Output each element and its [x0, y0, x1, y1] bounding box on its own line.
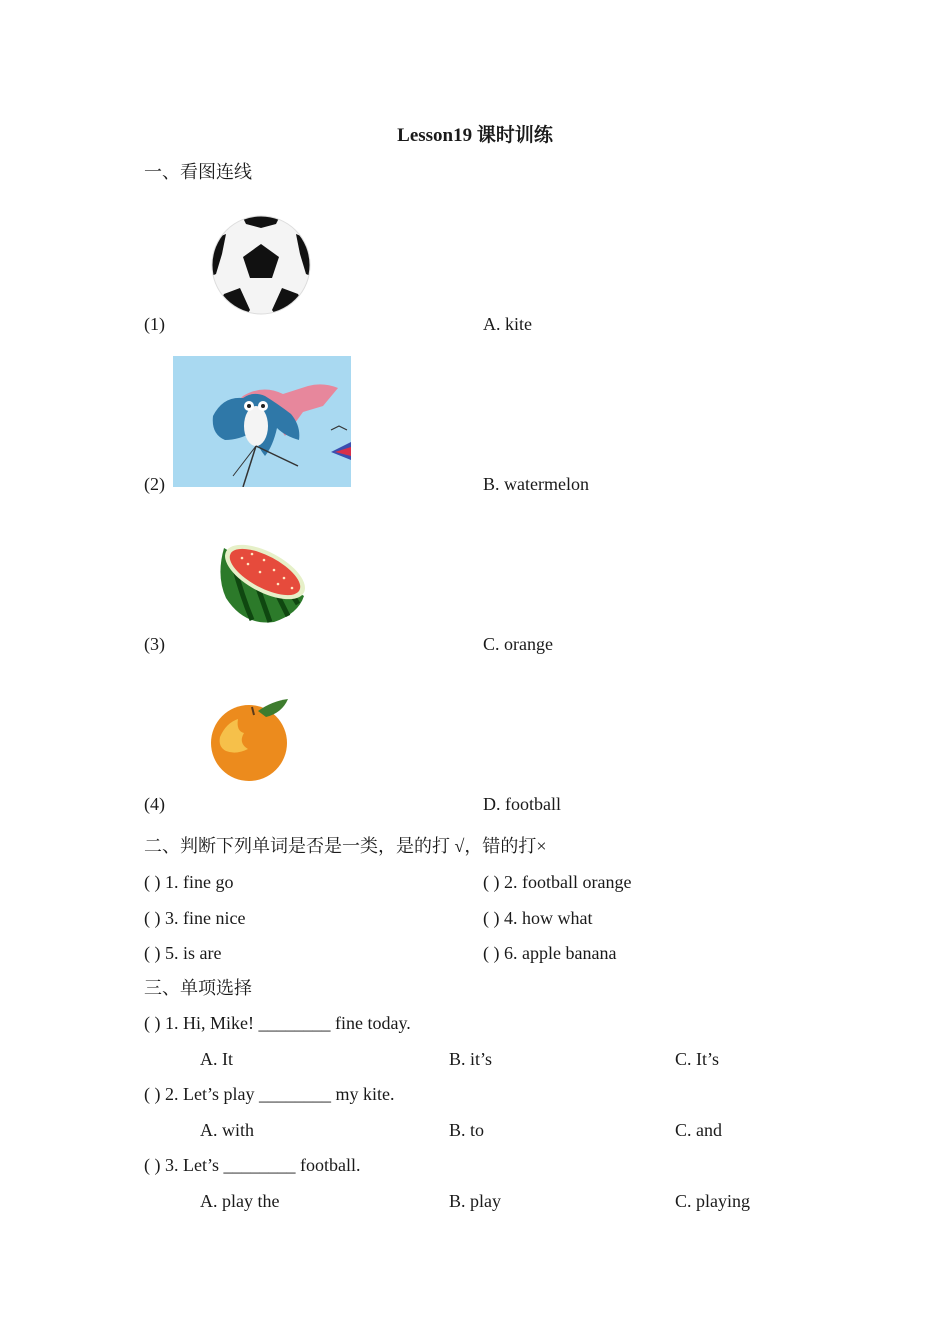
question-stem: ( ) 2. Let’s play ________ my kite.	[144, 1084, 395, 1104]
choice-b: B. play	[449, 1191, 501, 1211]
section2-heading: 二、判断下列单词是否是一类，是的打 √，错的打×	[144, 836, 547, 856]
judgement-item: ( ) 4. how what	[483, 908, 593, 928]
option-label: A. kite	[483, 314, 532, 334]
watermelon-icon	[212, 536, 306, 626]
judgement-item: ( ) 3. fine nice	[144, 908, 246, 928]
item-number: (4)	[144, 794, 165, 814]
option-label: D. football	[483, 794, 561, 814]
question-stem: ( ) 3. Let’s ________ football.	[144, 1155, 361, 1175]
option-label: B. watermelon	[483, 474, 589, 494]
judgement-item: ( ) 1. fine go	[144, 872, 234, 892]
judgement-item: ( ) 6. apple banana	[483, 943, 617, 963]
judgement-item: ( ) 2. football orange	[483, 872, 632, 892]
kite-icon	[173, 356, 351, 487]
choice-b: B. it’s	[449, 1049, 493, 1069]
choice-a: A. with	[200, 1120, 254, 1140]
item-number: (3)	[144, 634, 165, 654]
section1-heading: 一、看图连线	[144, 162, 252, 182]
page-title: Lesson19 课时训练	[397, 125, 553, 146]
section3-heading: 三、单项选择	[144, 978, 252, 998]
choice-a: A. play the	[200, 1191, 280, 1211]
football-icon	[210, 214, 312, 316]
judgement-item: ( ) 5. is are	[144, 943, 222, 963]
item-number: (1)	[144, 314, 165, 334]
choice-c: C. It’s	[675, 1049, 720, 1069]
orange-icon	[208, 697, 292, 783]
option-label: C. orange	[483, 634, 553, 654]
choice-c: C. playing	[675, 1191, 750, 1211]
choice-a: A. It	[200, 1049, 233, 1069]
item-number: (2)	[144, 474, 165, 494]
choice-c: C. and	[675, 1120, 722, 1140]
choice-b: B. to	[449, 1120, 485, 1140]
question-stem: ( ) 1. Hi, Mike! ________ fine today.	[144, 1013, 411, 1033]
